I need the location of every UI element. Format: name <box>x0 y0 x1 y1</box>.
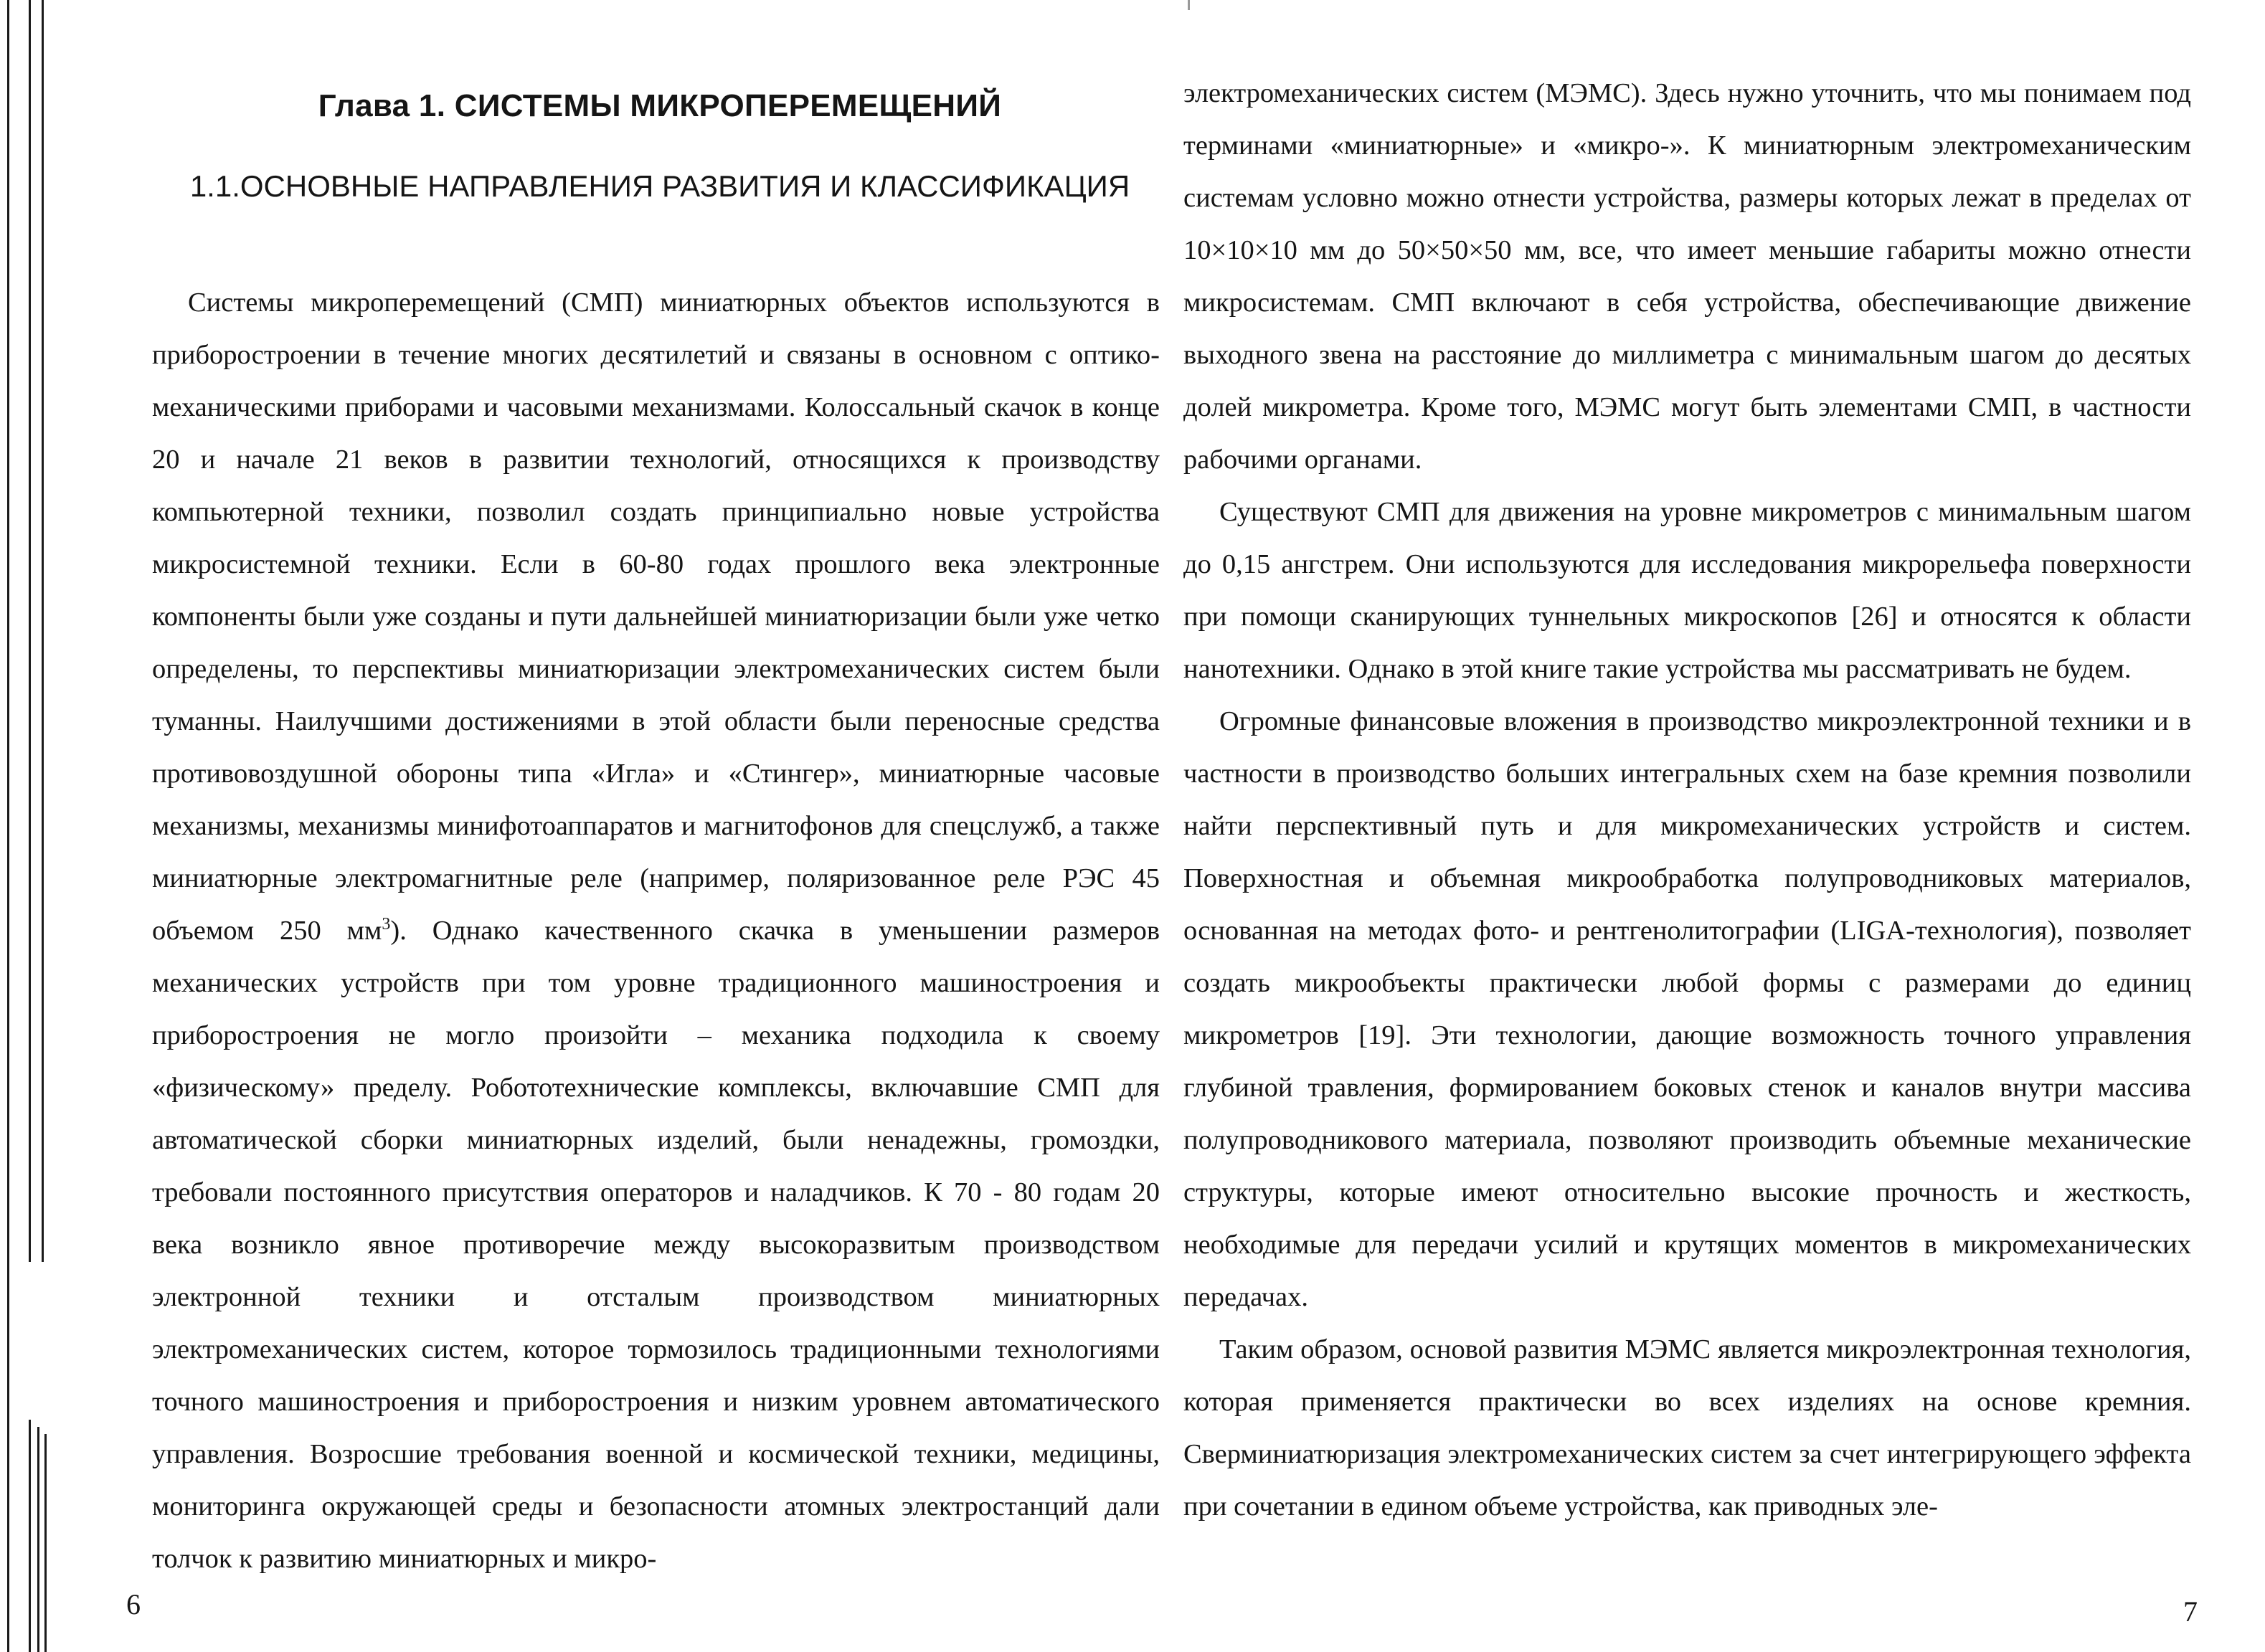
page-number-left: 6 <box>126 1588 141 1620</box>
page-number-right: 7 <box>2183 1595 2198 1628</box>
left-paragraph-1-text: Системы микроперемещений (СМП) миниатюрных объектов используются в приборостроении в течение многих десятилетий и связаны в основном с оптико-механическими приборами и часовыми механизмами. Колоссальный скачок в конце 20 и начале 21 веков в развитии технологий, относящихся к производству компьютерной техники, позволил создать принципиально новые устройства микросистемной техники. Если в 60-80 годах прошлого века электронные компоненты были уже созданы и пути дальнейшей миниатюризации были уже четко определены, то перспективы миниатюризации электромеханических систем были туманны. Наилучшими достижениями в этой области были переносные средства противовоздушной обороны типа «Игла» и «Стингер», миниатюрные часовые механизмы, механизмы минифотоаппаратов и магнитофонов для спецслужб, а также миниатюрные электромагнитные реле (например, поляризованное реле РЭС 45 объемом 250 мм <box>152 288 1160 946</box>
right-paragraph-3: Огромные финансовые вложения в производство микроэлектронной техники и в частности в производство больших интегральных схем на базе кремния позволили найти перспективный путь и для микромеханических устройств и систем. Поверхностная и объемная микрообработка полупроводниковых материалов, основанная на методах фото- и рентгенолитографии (LIGA-технология), позволяет создать микрообъекты практически любой формы с размерами до единиц микрометров [19]. Эти технологии, дающие возможность точного управления глубиной травления, формированием боковых стенок и каналов внутри массива полупроводникового материала, позволяют производить объемные механические структуры, которые имеют относительно высокие прочность и жесткость, необходимые для передачи усилий и крутящих моментов в микромеханических передачах. <box>1183 706 2191 1312</box>
right-paragraph-2: Существуют СМП для движения на уровне микрометров с минимальным шагом до 0,15 ангстрем. Они используются для исследования микрорельефа поверхности при помощи сканирующих туннельных микроскопов [26] и относятся к области нанотехники. Однако в этой книге такие устройства мы рассматривать не будем. <box>1183 497 2191 684</box>
chapter-title: Глава 1. СИСТЕМЫ МИКРОПЕРЕМЕЩЕНИЙ <box>318 88 1002 123</box>
right-paragraph-4: Таким образом, основой развития МЭМС является микроэлектронная технология, которая применяется практически во всех изделиях на основе кремния. Сверминиатюризация электромеханических систем за счет интегрирующего эффекта при сочетании в едином объеме устройства, как приводных эле- <box>1183 1334 2191 1522</box>
section-title: 1.1.ОСНОВНЫЕ НАПРАВЛЕНИЯ РАЗВИТИЯ И КЛАССИФИКАЦИЯ <box>189 169 1130 203</box>
right-page-body <box>1183 67 2191 1533</box>
right-paragraph-1: электромеханических систем (МЭМС). Здесь нужно уточнить, что мы понимаем под терминами «миниатюрные» и «микро-». К миниатюрным электромеханическим системам условно можно отнести устройства, размеры которых лежат в пределах от 10×10×10 мм до 50×50×50 мм, все, что имеет меньшие габариты можно отнести микросистемам. СМП включают в себя устройства, обеспечивающие движение выходного звена на расстояние до миллиметра с минимальным шагом до десятых долей микрометра. Кроме того, МЭМС могут быть элементами СМП, в частности рабочими органами. <box>1183 78 2191 475</box>
left-paragraph-1-continuation: ). Однако качественного скачка в уменьшении размеров механических устройств при том уровне традиционного машиностроения и приборостроения не могло произойти – механика подходила к своему «физическому» пределу. Робототехнические комплексы, включавшие СМП для автоматической сборки миниатюрных изделий, были ненадежны, громоздки, требовали постоянного присутствия операторов и наладчиков. К 70 - 80 годам 20 века возникло явное противоречие между высокоразвитым производством электронной техники и отсталым производством миниатюрных электромеханических систем, которое тормозилось традиционными технологиями точного машиностроения и приборостроения и низким уровнем автоматического управления. Возросшие требования военной и космической техники, медицины, мониторинга окружающей среды и безопасности атомных электростанций дали толчок к развитию миниатюрных и микро- <box>152 916 1160 1574</box>
superscript-cube: 3 <box>382 915 391 934</box>
